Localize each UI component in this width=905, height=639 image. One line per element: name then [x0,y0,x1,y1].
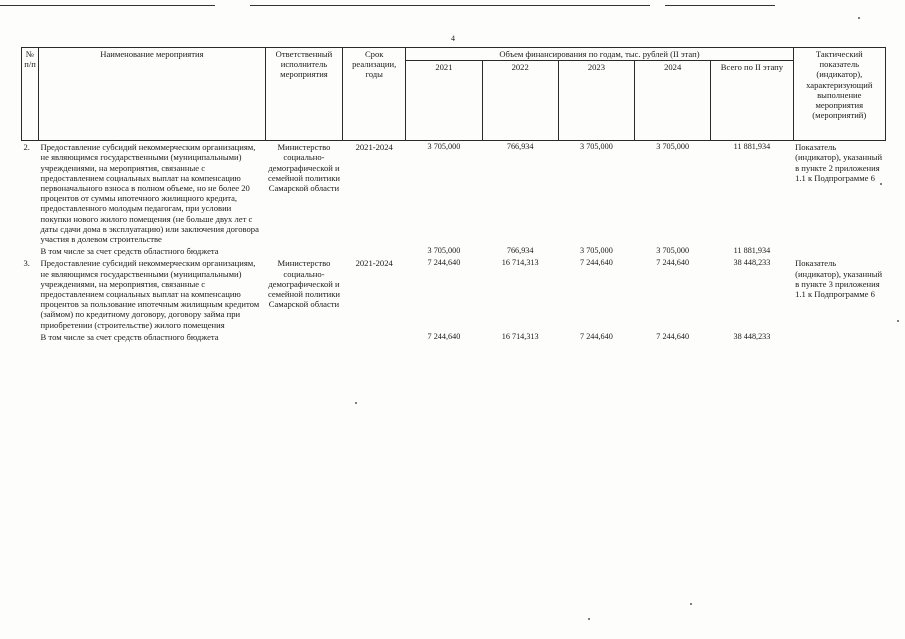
header-total: Всего по II этапу [711,61,793,141]
header-year-2022: 2022 [482,61,558,141]
header-row [22,48,886,61]
header-year-2023: 2023 [558,61,634,141]
header-name: Наименование мероприятия [39,48,266,141]
scan-speck [690,603,692,605]
event-name: Предоставление субсидий некоммерческим организациям, не являющимся государственными (муниципальными) учреждениями, на мероприятия, связанные с предоставлением социальных выплат на компенсацию процентов за пользование ипотечным жилищным кредитом (займом) по кредитному договору, договору займа при приобретении (строительстве) жилого помещения [40,258,260,330]
subtotal-label: В том числе за счет средств областного бюджета [40,246,219,257]
value-2022: 16 714,313 [501,258,539,268]
indicator: Показатель (индикатор), указанный в пункте 2 приложения 1.1 к Подпрограмме 6 [795,142,883,183]
header-year-2024: 2024 [635,61,711,141]
header-term: Срок реализации, годы [343,48,406,141]
top-rule-middle [250,5,650,6]
top-rule-left [0,5,215,6]
value-2022: 766,934 [506,142,534,152]
sub-value-2022: 16 714,313 [501,331,539,341]
responsible-executor: Министерство социально-демографической и семейной политики Самарской области [267,258,340,310]
row-number: 3. [23,258,30,269]
top-rule-right [665,5,775,6]
financing-table [21,47,886,343]
sub-value-2023: 7 244,640 [580,331,613,341]
header-no: № п/п [22,48,39,141]
scan-speck [355,402,357,404]
responsible-executor: Министерство социально-демографической и семейной политики Самарской области [267,142,340,194]
sub-value-2024: 3 705,000 [656,246,690,256]
table-row [22,257,886,330]
value-total: 38 448,233 [733,258,771,268]
implementation-term: 2021-2024 [355,258,393,269]
table-row-subtotal [22,245,886,257]
sub-value-total: 38 448,233 [733,331,771,341]
value-2023: 7 244,640 [580,258,613,268]
header-financing: Объем финансирования по годам, тыс. рублей (II этап) [406,48,793,61]
sub-value-2022: 766,934 [506,246,534,256]
value-total: 11 881,934 [733,142,771,152]
implementation-term: 2021-2024 [355,142,393,153]
header-year-2021: 2021 [406,61,482,141]
header-indicator: Тактический показатель (индикатор), характеризующий выполнение мероприятия (мероприятий) [793,48,885,141]
sub-value-2024: 7 244,640 [656,331,690,341]
sub-value-total: 11 881,934 [733,246,771,256]
event-name: Предоставление субсидий некоммерческим организациям, не являющимся государственными (муниципальными) учреждениями, на мероприятия, связанные с предоставлением социальных выплат на компенсацию первоначального взноса в полном объеме, но не более 20 процентов от суммы ипотечного жилищного кредита, предоставленного молодым педагогам, при условии покупки нового жилого помещения (не больше двух лет с даты сдачи дома в эксплуатацию) или заключения договора участия в долевом строительстве [40,142,259,245]
sub-value-2021: 3 705,000 [427,246,461,256]
scan-speck [588,618,590,620]
value-2024: 7 244,640 [656,258,690,268]
page-number: 4 [451,34,455,43]
sub-value-2023: 3 705,000 [580,246,613,256]
value-2021: 3 705,000 [427,142,461,152]
scan-speck [897,320,899,322]
table-row-subtotal [22,331,886,343]
value-2024: 3 705,000 [656,142,690,152]
value-2021: 7 244,640 [427,258,461,268]
indicator: Показатель (индикатор), указанный в пункте 3 приложения 1.1 к Подпрограмме 6 [795,258,883,300]
row-number: 2. [23,142,30,153]
table-row [22,141,886,246]
sub-value-2021: 7 244,640 [427,331,461,341]
scan-speck [858,17,860,19]
value-2023: 3 705,000 [580,142,613,152]
subtotal-label: В том числе за счет средств областного бюджета [40,331,219,342]
header-responsible: Ответственный исполнитель мероприятия [265,48,342,141]
